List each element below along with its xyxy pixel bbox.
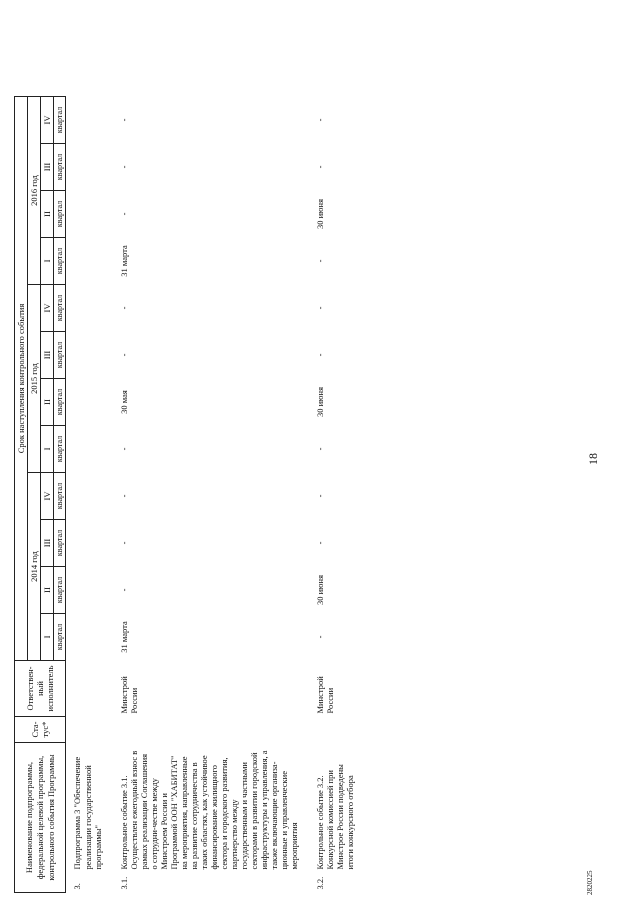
row-cell: 31 марта [118, 621, 129, 653]
row-cell: - [314, 306, 325, 310]
header-row-1 [15, 97, 28, 893]
row-number: 3.2. [314, 876, 325, 890]
page-number: 18 [586, 453, 600, 465]
row-cell: - [314, 353, 325, 357]
header-quarter-word: квартал [54, 191, 66, 238]
table-row-3-1 [113, 97, 309, 893]
row-cell: - [314, 259, 325, 263]
header-quarter-word: квартал [54, 614, 66, 661]
header-name-cell: Наименование подпрограммы, федеральной целевой программы, контрольного события Программы [15, 743, 66, 893]
header-quarter-word: квартал [54, 567, 66, 614]
header-quarter-word: квартал [54, 144, 66, 191]
header-q4: IV [41, 285, 54, 332]
row-cell: - [118, 118, 129, 122]
row-cell: 30 июня [314, 575, 325, 605]
row-number: 3.1. [118, 876, 129, 890]
header-q3: III [41, 332, 54, 379]
header-status-cell: Ста-тус* [15, 717, 66, 743]
row-cell: - [314, 447, 325, 451]
row-cell: - [314, 635, 325, 639]
row-cell: 30 мая [118, 390, 129, 414]
row-cell: - [118, 353, 129, 357]
row-cell [66, 332, 113, 379]
header-year-2014: 2014 год [28, 473, 41, 661]
table-row-3 [66, 97, 113, 893]
row-cell: - [314, 118, 325, 122]
header-quarter-word: квартал [54, 285, 66, 332]
row-cell [66, 614, 113, 661]
header-q2: II [41, 379, 54, 426]
row-cell [66, 520, 113, 567]
row-status [66, 717, 113, 743]
header-quarter-word: квартал [54, 332, 66, 379]
row-executor: Минстрой России [118, 676, 139, 714]
row-cell: - [314, 165, 325, 169]
row-cell: - [118, 588, 129, 592]
header-quarter-word: квартал [54, 520, 66, 567]
row-executor: Минстрой России [314, 676, 335, 714]
row-cell: - [118, 494, 129, 498]
control-events-table [14, 96, 365, 893]
row-cell: - [118, 306, 129, 310]
row-cell: - [314, 494, 325, 498]
row-cell [66, 473, 113, 520]
row-cell: - [118, 165, 129, 169]
row-cell: 30 июня [314, 199, 325, 229]
row-status [113, 717, 309, 743]
header-q4: IV [41, 473, 54, 520]
row-cell: - [118, 212, 129, 216]
header-executor-cell: Ответствен-ный исполнитель [15, 661, 66, 717]
row-executor [66, 661, 113, 717]
row-cell [66, 191, 113, 238]
header-quarter-word: квартал [54, 238, 66, 285]
row-cell: 30 июня [314, 387, 325, 417]
row-cell: - [118, 541, 129, 545]
header-q2: II [41, 567, 54, 614]
row-cell [66, 97, 113, 144]
header-q4: IV [41, 97, 54, 144]
header-quarter-word: квартал [54, 473, 66, 520]
header-q1: I [41, 238, 54, 285]
row-name: Подпрограмма 3 "Обеспечение реализации государственной программы" [72, 756, 103, 870]
header-q1: I [41, 614, 54, 661]
header-q3: III [41, 144, 54, 191]
row-cell [66, 426, 113, 473]
row-cell [66, 144, 113, 191]
row-cell [66, 285, 113, 332]
row-cell [66, 379, 113, 426]
header-quarter-word: квартал [54, 426, 66, 473]
header-quarter-word: квартал [54, 97, 66, 144]
row-cell: 31 марта [118, 245, 129, 277]
header-q3: III [41, 520, 54, 567]
row-cell: - [118, 447, 129, 451]
header-deadline-cell: Срок наступления контрольного события [15, 97, 28, 661]
row-cell [66, 567, 113, 614]
header-q1: I [41, 426, 54, 473]
table-row-3-2 [309, 97, 365, 893]
header-year-2016: 2016 год [28, 97, 41, 285]
document-code: 2820225 [586, 870, 594, 895]
row-status [309, 717, 365, 743]
header-year-2015: 2015 год [28, 285, 41, 473]
row-name: Контрольное событие 3.2. Конкурсной комиссией при Минстрое России подведены итоги конкурсного отбора [314, 764, 355, 870]
header-quarter-word: квартал [54, 379, 66, 426]
row-number: 3. [72, 883, 83, 890]
row-cell [66, 238, 113, 285]
header-q2: II [41, 191, 54, 238]
row-cell: - [314, 541, 325, 545]
row-name: Контрольное событие 3.1. Осуществлен ежегодный взнос в рамках реализации Соглашения о сотрудни-честве между Минстроем России и Программой ООН "ХАБИТАТ" на мероприятия, направленные на развитие сотрудничества в таких областях, как устойчивое финансирование жилищного сектора и городского развития, партнерство между государственным и частными секторами в развитии городской инфраструктуры и управления, а также включающие организа-ционные и управленческие мероприятия [118, 750, 299, 870]
